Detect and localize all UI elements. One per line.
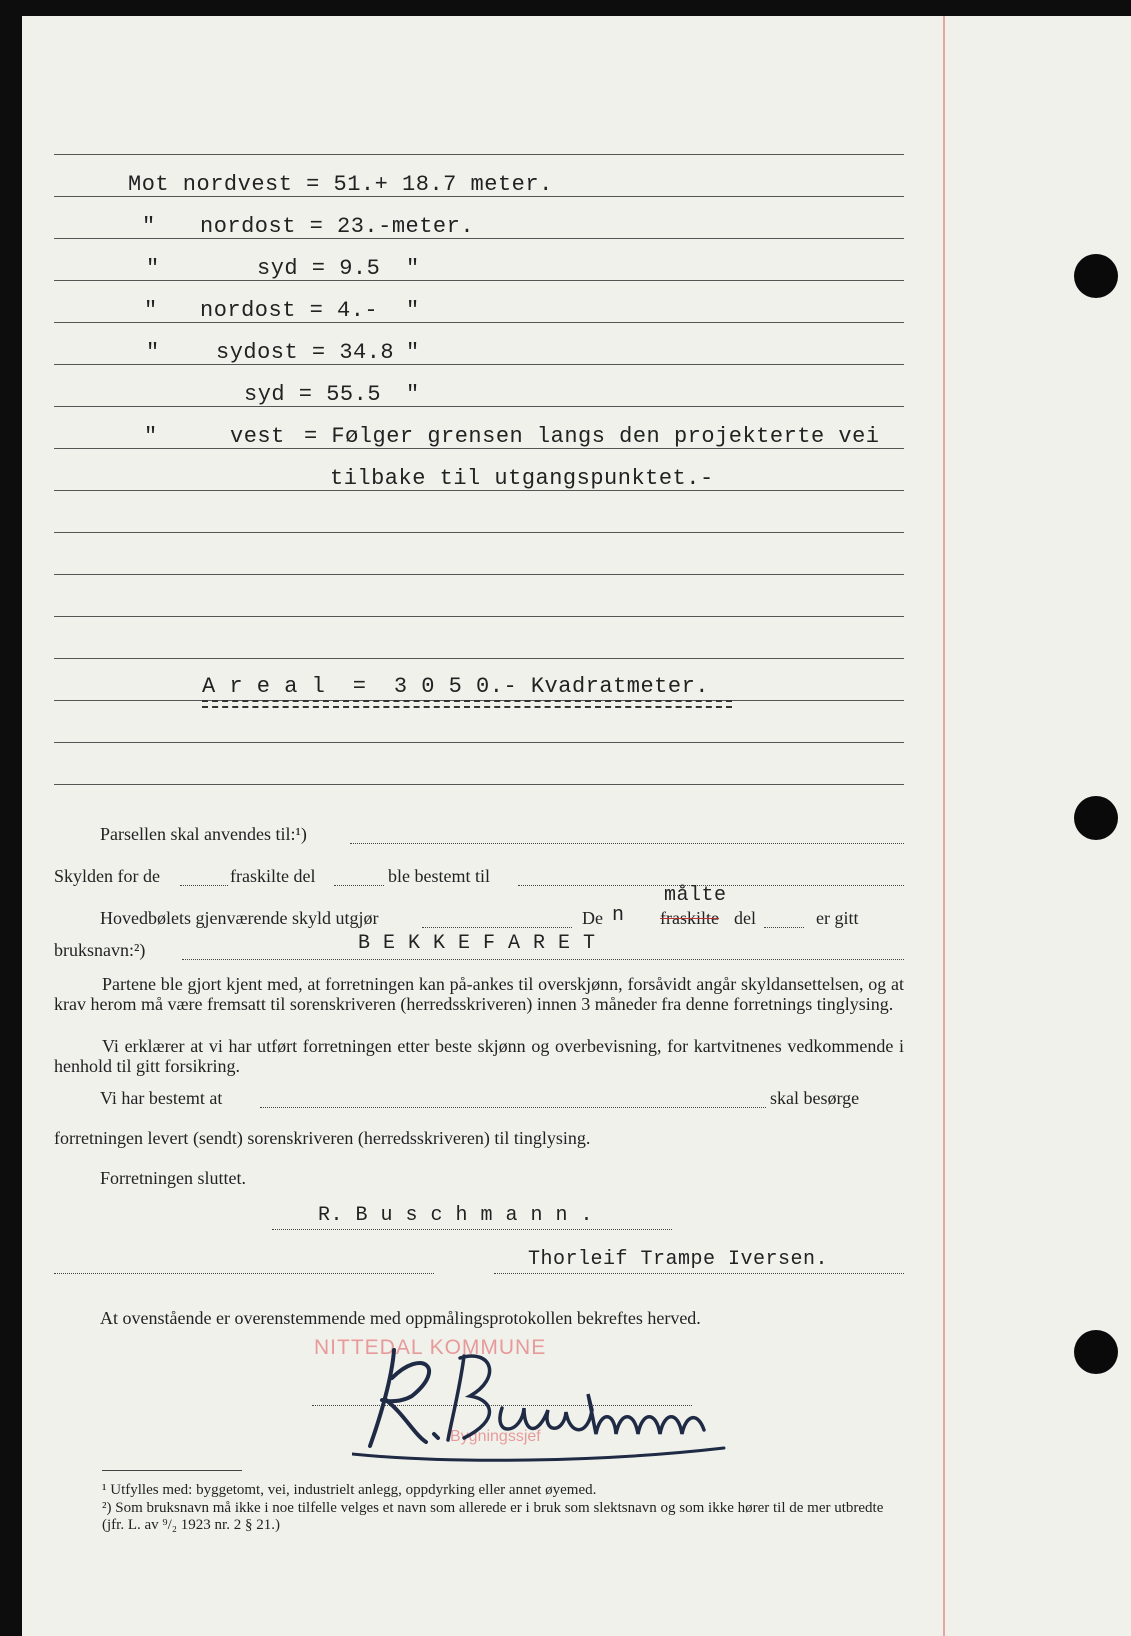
double-underline xyxy=(202,700,732,708)
ruled-line xyxy=(54,364,904,365)
skylden-field[interactable] xyxy=(180,884,228,886)
declaration-paragraph xyxy=(54,1036,904,1076)
boundary-line-6: syd = 55.5 xyxy=(244,382,382,407)
del-field[interactable] xyxy=(764,926,804,928)
boundary-direction-vest: vest xyxy=(230,424,285,449)
boundary-line-8: tilbake til utgangspunktet.- xyxy=(330,466,714,491)
footnote-rule xyxy=(102,1470,242,1471)
declaration-paragraph-text: Vi erklærer at vi har utført forretningen etter beste skjønn og overbevisning, for kartvitnenes vedkommende i henhold til gitt forsikring. xyxy=(54,1036,904,1076)
footnote-2: ²) Som bruksnavn må ikke i noe tilfelle velges et navn som allerede er i bruk som slektsnavn og som ikke hører til de mer utbredte (jfr. L. av ⁹/₂ 1923 nr. 2 § 21.) xyxy=(102,1500,884,1533)
ruled-line xyxy=(54,742,904,743)
signature-line-2[interactable] xyxy=(54,1272,434,1274)
bruksnavn-value: B E K K E F A R E T xyxy=(358,932,596,955)
signature-2: Thorleif Trampe Iversen. xyxy=(528,1248,829,1271)
stamp-title: Bygningssjef xyxy=(450,1428,541,1445)
handwritten-signature xyxy=(352,1338,732,1468)
bestemt-at-field[interactable] xyxy=(260,1106,766,1108)
fraskilte-field[interactable] xyxy=(334,884,384,886)
document-page xyxy=(22,16,1131,1636)
ruled-line xyxy=(54,574,904,575)
fraskilte-label: fraskilte del xyxy=(230,866,316,886)
ruled-line xyxy=(54,280,904,281)
bestemt-label: ble bestemt til xyxy=(388,866,490,886)
punch-hole-top xyxy=(1074,254,1118,298)
bruksnavn-field[interactable] xyxy=(182,958,904,960)
ditto-mark: " xyxy=(142,214,156,239)
punch-hole-bottom xyxy=(1074,1330,1118,1374)
area-value: A r e a l = 3 0 5 0.- Kvadratmeter. xyxy=(202,674,709,699)
de-label: De xyxy=(582,908,603,928)
stamp-municipality: NITTEDAL KOMMUNE xyxy=(314,1336,547,1359)
ruled-line xyxy=(54,784,904,785)
fraskilte-struck: fraskilte xyxy=(660,908,719,928)
signature-line-1[interactable] xyxy=(272,1228,672,1230)
ditto-unit: " xyxy=(406,298,420,323)
parsellen-label: Parsellen skal anvendes til:¹) xyxy=(100,824,307,844)
footnote-1: ¹ Utfylles med: byggetomt, vei, industrielt anlegg, oppdyrking eller annet øyemed. xyxy=(102,1482,597,1498)
hovedbol-label: Hovedbølets gjenværende skyld utgjør xyxy=(100,908,379,928)
ditto-mark: " xyxy=(144,424,158,449)
ruled-line xyxy=(54,322,904,323)
ditto-unit: " xyxy=(406,340,420,365)
appeal-paragraph-text: Partene ble gjort kjent med, at forretningen kan på-ankes til overskjønn, forsåvidt angår skyldansettelsen, og at krav herom må være fremsatt til sorenskriveren (herredsskriveren) innen 3 måneder fra denne forretnings tinglysing. xyxy=(54,974,904,1014)
levert-text: forretningen levert (sendt) sorenskriveren (herredsskriveren) til tinglysing. xyxy=(54,1128,591,1148)
ditto-unit: " xyxy=(406,382,420,407)
boundary-line-3: syd = 9.5 xyxy=(257,256,381,281)
ruled-line xyxy=(54,616,904,617)
certification-text: At ovenstående er overenstemmende med oppmålingsprotokollen bekreftes herved. xyxy=(100,1308,701,1328)
ruled-line xyxy=(54,238,904,239)
skylden-label: Skylden for de xyxy=(54,866,160,886)
besorge-label: skal besørge xyxy=(770,1088,860,1108)
hovedbol-field[interactable] xyxy=(422,926,572,928)
ruled-line xyxy=(54,406,904,407)
appeal-paragraph xyxy=(54,974,904,1014)
ditto-mark: " xyxy=(146,256,160,281)
sluttet-text: Forretningen sluttet. xyxy=(100,1168,246,1188)
parsellen-field[interactable] xyxy=(350,842,904,844)
ditto-mark: " xyxy=(146,340,160,365)
boundary-line-7: = Følger grensen langs den projekterte vei xyxy=(304,424,880,449)
signature-line-3[interactable] xyxy=(494,1272,904,1274)
del-label: del xyxy=(734,908,756,928)
boundary-line-5: sydost = 34.8 xyxy=(216,340,395,365)
boundary-line-4: nordost = 4.- xyxy=(200,298,379,323)
punch-hole-middle xyxy=(1074,796,1118,840)
de-fill: n xyxy=(612,904,625,927)
ditto-mark: " xyxy=(144,298,158,323)
boundary-line-2: nordost = 23.-meter. xyxy=(200,214,475,239)
bestemt-at-label: Vi har bestemt at xyxy=(100,1088,223,1108)
ruled-line xyxy=(54,532,904,533)
er-gitt-label: er gitt xyxy=(816,908,859,928)
signature-1: R. B u s c h m a n n . xyxy=(318,1204,594,1227)
margin-line xyxy=(943,16,945,1636)
ruled-line xyxy=(54,154,904,155)
ruled-line xyxy=(54,658,904,659)
ditto-unit: " xyxy=(406,256,420,281)
boundary-line-1: Mot nordvest = 51.+ 18.7 meter. xyxy=(128,172,553,197)
maalte-insert: målte xyxy=(664,884,727,907)
bruksnavn-label: bruksnavn:²) xyxy=(54,940,146,960)
